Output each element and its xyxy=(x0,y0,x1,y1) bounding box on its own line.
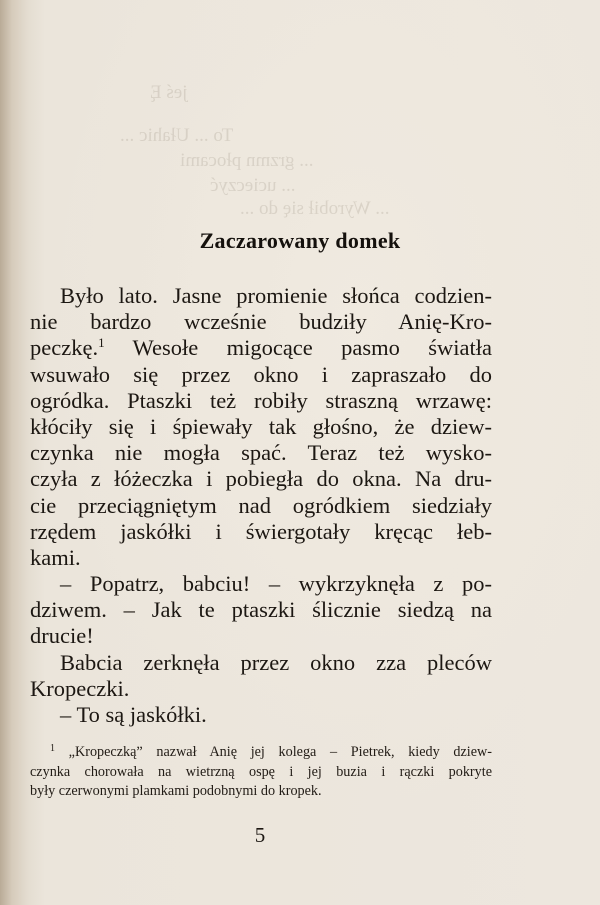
text-line: czyła z łóżeczka i pobiegła do okna. Na dru- xyxy=(30,466,492,492)
bleed-line: ... grzmn płocami xyxy=(180,150,314,171)
footnote-text: „Kropeczką” nazwał Anię jej kolega – Pietrek, kiedy dziew- xyxy=(55,744,492,760)
body-text xyxy=(30,283,492,728)
bleed-line: ... Wyrobił się do ... xyxy=(240,198,390,219)
text-line: dziwem. – Jak te ptaszki ślicznie siedzą na xyxy=(30,597,492,623)
text-line: wsuwało się przez okno i zapraszało do xyxy=(30,361,492,387)
text-line: Kropeczki. xyxy=(30,675,130,701)
bleed-line: ... ucieczyć xyxy=(210,175,296,196)
footnote-marker: 1 xyxy=(98,335,105,351)
text-line: czynka nie mogła spać. Teraz też wysko- xyxy=(30,440,492,466)
text-line: – Popatrz, babciu! – wykrzyknęła z po- xyxy=(60,571,492,597)
text-fragment: Wesołe migocące pasmo światła xyxy=(104,335,492,361)
text-line: drucie! xyxy=(30,623,94,649)
page-number: 5 xyxy=(254,823,266,847)
text-line: cie przeciągniętym nad ogródkiem siedziały xyxy=(30,492,492,518)
text-fragment: peczkę. xyxy=(30,335,99,361)
bleed-line: jeś Ę xyxy=(150,82,188,103)
text-line xyxy=(30,335,492,361)
chapter-title: Zaczarowany domek xyxy=(199,228,401,253)
footnote-line xyxy=(30,743,492,763)
text-line: – To są jaskółki. xyxy=(60,702,207,727)
text-line: kami. xyxy=(30,544,81,570)
text-line: ogródka. Ptaszki też robiły straszną wrzawę: xyxy=(30,387,492,413)
footnote-line: czynka chorowała na wietrzną ospę i jej buzia i rączki pokryte xyxy=(30,763,492,780)
text-line: kłóciły się i śpiewały tak głośno, że dziew- xyxy=(30,413,492,439)
bleed-line: To ... Ułahic ... xyxy=(120,125,234,146)
footnote xyxy=(30,743,492,802)
show-through-text xyxy=(0,0,600,220)
footnote-number: 1 xyxy=(50,743,55,754)
footnote-line: były czerwonymi plamkami podobnymi do kropek. xyxy=(30,783,322,799)
text-line: nie bardzo wcześnie budziły Anię-Kro- xyxy=(30,309,492,335)
text-line: Babcia zerknęła przez okno zza pleców xyxy=(60,649,492,675)
text-line: rzędem jaskółki i świergotały kręcąc łeb- xyxy=(30,518,492,544)
text-line: Było lato. Jasne promienie słońca codzien- xyxy=(60,283,492,308)
